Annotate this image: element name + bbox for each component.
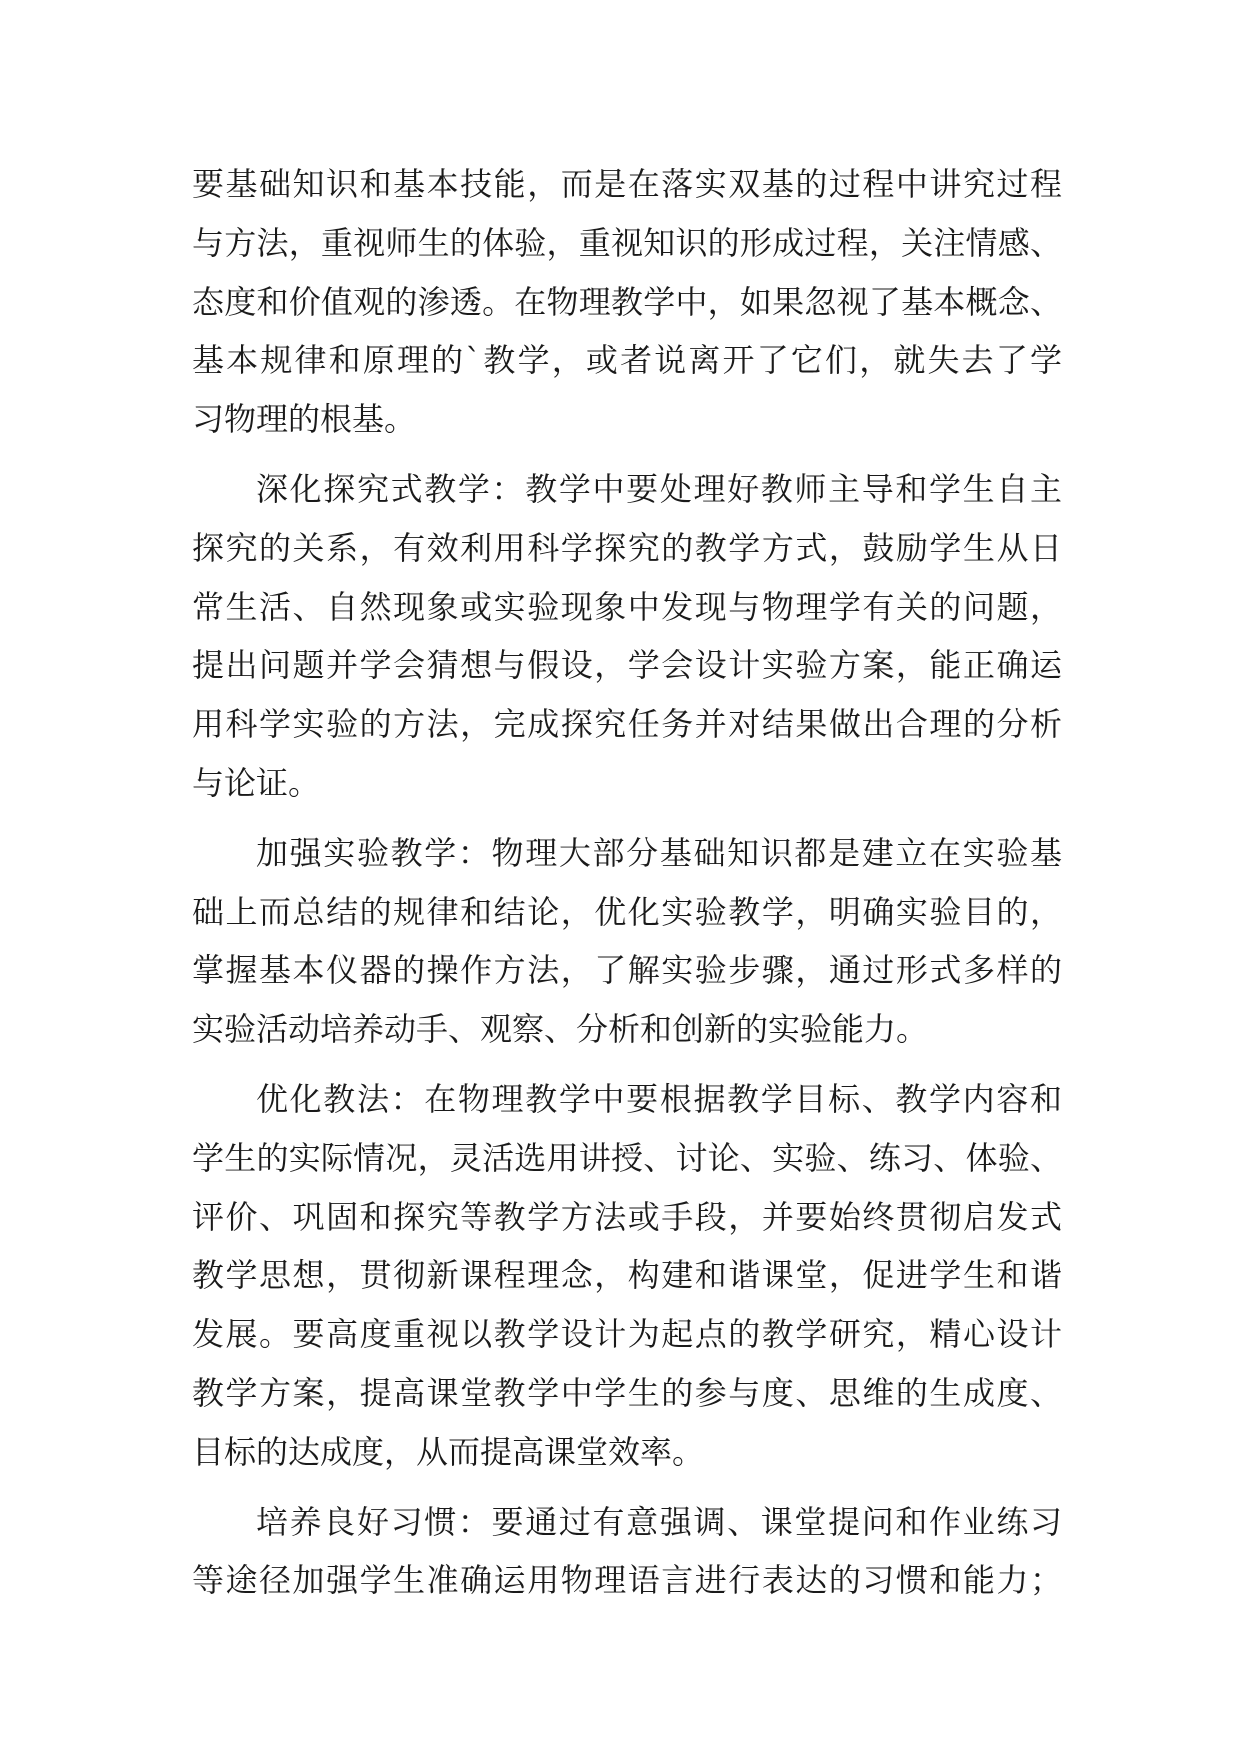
text-line: 发展。要高度重视以教学设计为起点的教学研究，精心设计 (192, 1315, 1062, 1354)
text-line: 实验活动培养动手、观察、分析和创新的实验能力。 (192, 1010, 929, 1049)
text-line: 探究的关系，有效利用科学探究的教学方式，鼓励学生从日 (192, 528, 1062, 567)
paragraph-good-habits (192, 1493, 1062, 1611)
text-line: 深化探究式教学：教学中要处理好教师主导和学生自主 (256, 469, 1062, 508)
text-line: 教学方案，提高课堂教学中学生的参与度、思维的生成度、 (192, 1373, 1062, 1412)
text-line: 常生活、自然现象或实验现象中发现与物理学有关的问题， (192, 587, 1062, 626)
document-body (192, 155, 1062, 1610)
text-line: 培养良好习惯：要通过有意强调、课堂提问和作业练习 (256, 1502, 1062, 1541)
text-line: 基本规律和原理的`教学，或者说离开了它们，就失去了学 (192, 341, 1062, 380)
text-line: 等途径加强学生准确运用物理语言进行表达的习惯和能力； (192, 1561, 1062, 1600)
paragraph-basics (192, 155, 1062, 449)
text-line: 习物理的根基。 (192, 400, 417, 439)
text-line: 目标的达成度，从而提高课堂效率。 (192, 1432, 705, 1471)
text-line: 要基础知识和基本技能，而是在落实双基的过程中讲究过程 (192, 165, 1062, 203)
text-line: 掌握基本仪器的操作方法，了解实验步骤，通过形式多样的 (192, 951, 1062, 990)
paragraph-experiment-teaching (192, 824, 1062, 1059)
paragraph-inquiry-teaching (192, 460, 1062, 813)
text-line: 态度和价值观的渗透。在物理教学中，如果忽视了基本概念、 (192, 282, 1062, 321)
text-line: 评价、巩固和探究等教学方法或手段，并要始终贯彻启发式 (192, 1197, 1062, 1236)
text-line: 与方法，重视师生的体验，重视知识的形成过程，关注情感、 (192, 223, 1062, 262)
text-line: 用科学实验的方法，完成探究任务并对结果做出合理的分析 (192, 705, 1062, 744)
text-line: 础上而总结的规律和结论，优化实验教学，明确实验目的， (192, 892, 1062, 931)
text-line: 学生的实际情况，灵活选用讲授、讨论、实验、练习、体验、 (192, 1138, 1062, 1177)
text-line: 与论证。 (192, 763, 321, 802)
text-line: 加强实验教学：物理大部分基础知识都是建立在实验基 (256, 833, 1062, 872)
text-line: 提出问题并学会猜想与假设，学会设计实验方案，能正确运 (192, 646, 1062, 685)
text-line: 优化教法：在物理教学中要根据教学目标、教学内容和 (256, 1079, 1062, 1118)
paragraph-teaching-methods (192, 1070, 1062, 1482)
text-line: 教学思想，贯彻新课程理念，构建和谐课堂，促进学生和谐 (192, 1256, 1062, 1295)
